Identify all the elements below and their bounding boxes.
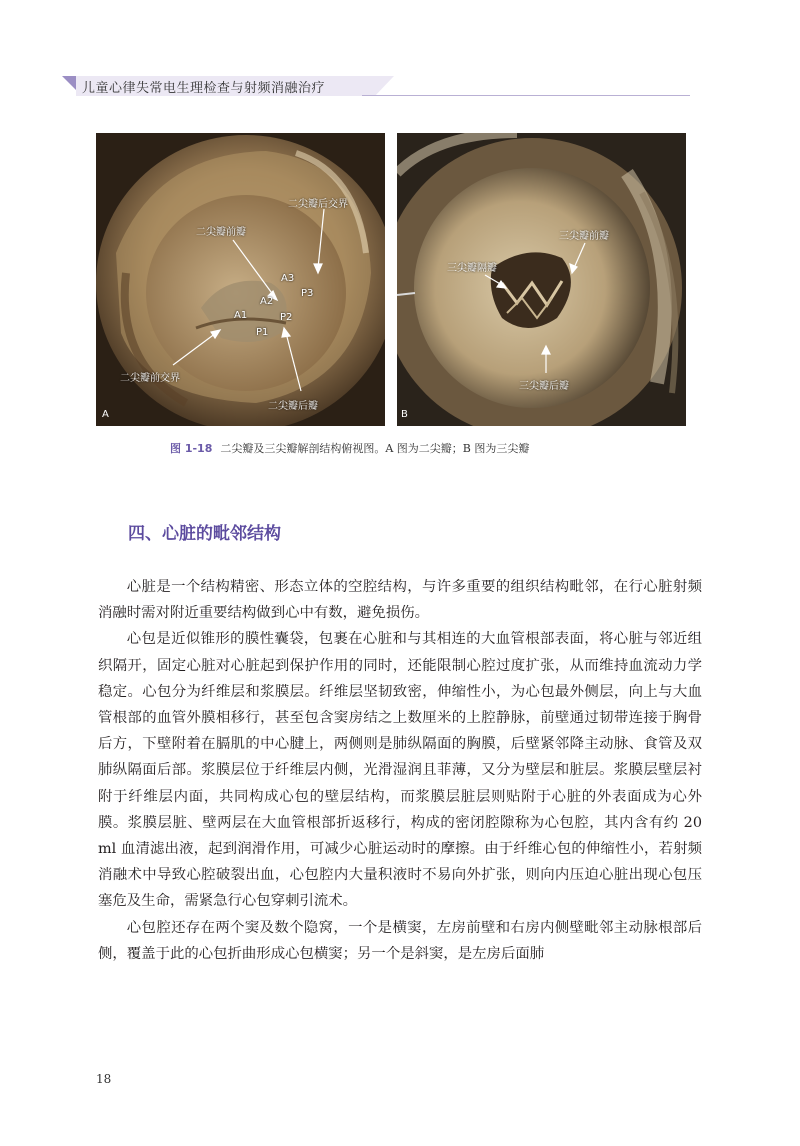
label-mitral-posterior-leaflet: 二尖瓣后瓣: [268, 401, 318, 412]
figure-a-mitral-valve: [96, 133, 385, 426]
body-text: [98, 574, 702, 967]
header-triangle-icon: [62, 76, 76, 90]
paragraph-2: 心包是近似锥形的膜性囊袋，包裹在心脏和与其相连的大血管根部表面，将心脏与邻近组织隔开，固定心脏对心脏起到保护作用的同时，还能限制心腔过度扩张，从而维持血流动力学稳定。心包分为纤维层和浆膜层。纤维层坚韧致密，伸缩性小，为心包最外侧层，向上与大血管根部的血管外膜相移行，甚至包含窦房结之上数厘米的上腔静脉，前壁通过韧带连接于胸骨后方，下壁附着在膈肌的中心腱上，两侧则是肺纵隔面的胸膜，后壁紧邻降主动脉、食管及双肺纵隔面后部。浆膜层位于纤维层内侧，光滑湿润且菲薄，又分为壁层和脏层。浆膜层壁层衬附于纤维层内面，共同构成心包的壁层结构，而浆膜层脏层则贴附于心脏的外表面成为心外膜。浆膜层脏、壁两层在大血管根部折返移行，构成的密闭腔隙称为心包腔，其内含有约 20 ml 血清滤出液，起到润滑作用，可减少心脏运动时的摩擦。由于纤维心包的伸缩性小，若射频消融术中导致心腔破裂出血，心包腔内大量积液时不易向外扩张，则向内压迫心脏出现心包压塞危及生命，需紧急行心包穿刺引流术。: [98, 631, 702, 910]
running-header: [62, 76, 690, 100]
label-p2: P2: [280, 312, 293, 323]
panel-letter-b: B: [401, 409, 408, 420]
label-tricuspid-septal-leaflet: 三尖瓣隔瓣: [447, 263, 497, 274]
figure-number: 图 1-18: [170, 442, 213, 455]
section-title: 四、心脏的毗邻结构: [128, 524, 281, 544]
label-tricuspid-anterior-leaflet: 三尖瓣前瓣: [559, 231, 609, 242]
header-rule: [362, 95, 690, 96]
label-mitral-anterior-leaflet: 二尖瓣前瓣: [196, 227, 246, 238]
panel-letter-a: A: [102, 409, 109, 420]
label-a3: A3: [281, 273, 295, 284]
label-p3: P3: [301, 288, 314, 299]
figure-caption: [170, 440, 529, 456]
label-p1: P1: [256, 327, 269, 338]
label-mitral-anterior-commissure: 二尖瓣前交界: [120, 373, 180, 384]
label-tricuspid-posterior-leaflet: 三尖瓣后瓣: [519, 381, 569, 392]
label-a1: A1: [234, 310, 248, 321]
label-mitral-posterior-commissure: 二尖瓣后交界: [288, 199, 348, 210]
header-title: 儿童心律失常电生理检查与射频消融治疗: [82, 81, 326, 96]
figure-b-tricuspid-valve: [397, 133, 686, 426]
paragraph-3: 心包腔还存在两个窦及数个隐窝，一个是横窦，左房前壁和右房内侧壁毗邻主动脉根部后侧，覆盖于此的心包折曲形成心包横窦；另一个是斜窦，是左房后面肺: [98, 919, 702, 962]
page-number: 18: [96, 1072, 112, 1086]
figure-caption-text: 二尖瓣及三尖瓣解剖结构俯视图。A 图为二尖瓣；B 图为三尖瓣: [220, 442, 530, 455]
paragraph-1: 心脏是一个结构精密、形态立体的空腔结构，与许多重要的组织结构毗邻，在行心脏射频消融时需对附近重要结构做到心中有数，避免损伤。: [98, 579, 702, 622]
label-a2: A2: [260, 296, 274, 307]
